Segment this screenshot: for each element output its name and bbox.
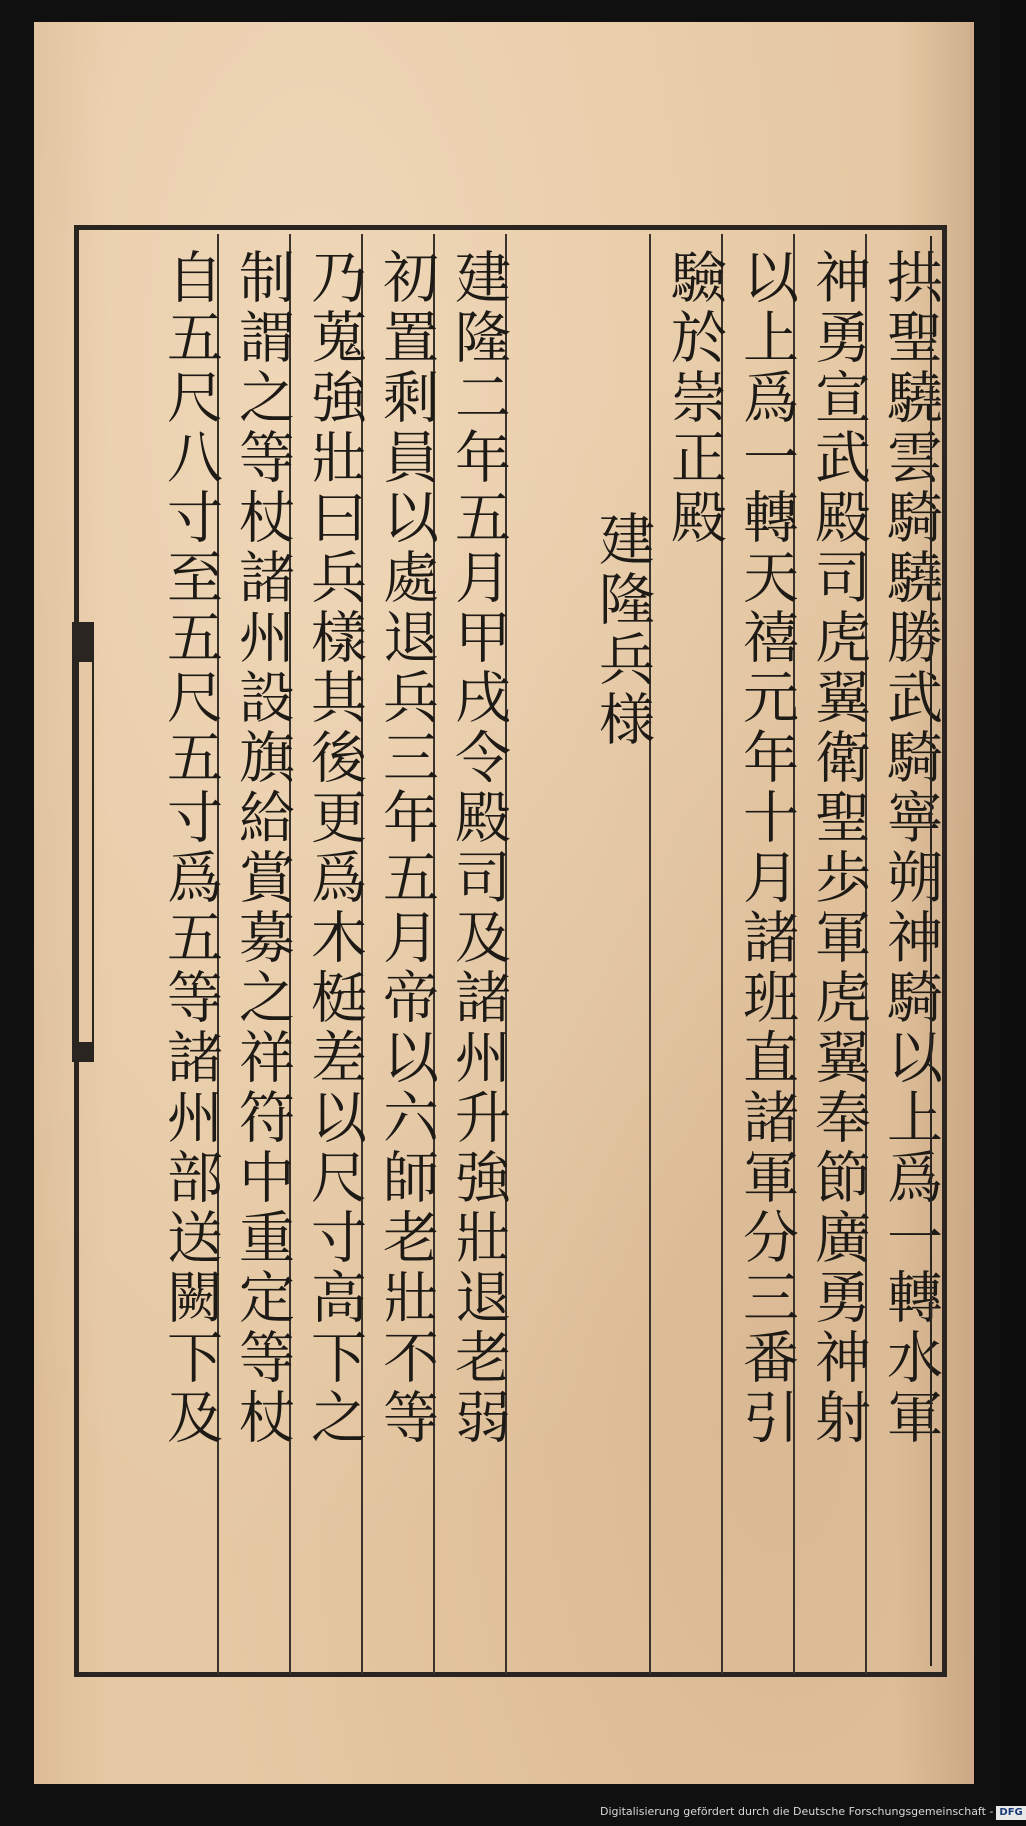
column-rule — [649, 234, 651, 1674]
text-column-4: 驗於崇正殿 — [662, 248, 727, 548]
text-column-7: 初置剩員以處退兵三年五月帝以六師老壯不等 — [374, 248, 439, 1448]
credit-text: Digitalisierung gefördert durch die Deutsche Forschungsgemeinschaft - — [600, 1805, 994, 1818]
text-column-10: 自五尺八寸至五尺五寸爲五等諸州部送闕下及 — [158, 248, 223, 1448]
text-column-6: 建隆二年五月甲戌令殿司及諸州升強壯退老弱 — [446, 248, 511, 1448]
text-column-3: 以上爲一轉天禧元年十月諸班直諸軍分三番引 — [734, 248, 799, 1448]
book-page — [34, 22, 974, 1784]
digitization-credit — [600, 1803, 1023, 1821]
text-frame — [74, 225, 947, 1677]
text-column-1: 拱聖驍雲騎驍勝武騎寧朔神騎以上爲一轉水軍 — [878, 248, 943, 1448]
dfg-logo: DFG — [996, 1806, 1025, 1820]
section-heading: 建隆兵様 — [590, 510, 655, 750]
text-column-2: 神勇宣武殿司虎翼衛聖歩軍虎翼奉節廣勇神射 — [806, 248, 871, 1448]
text-column-8: 乃蒐強壯曰兵樣其後更爲木梃差以尺寸高下之 — [302, 248, 367, 1448]
text-column-9: 制謂之等杖諸州設旗給賞募之祥符中重定等杖 — [230, 248, 295, 1448]
